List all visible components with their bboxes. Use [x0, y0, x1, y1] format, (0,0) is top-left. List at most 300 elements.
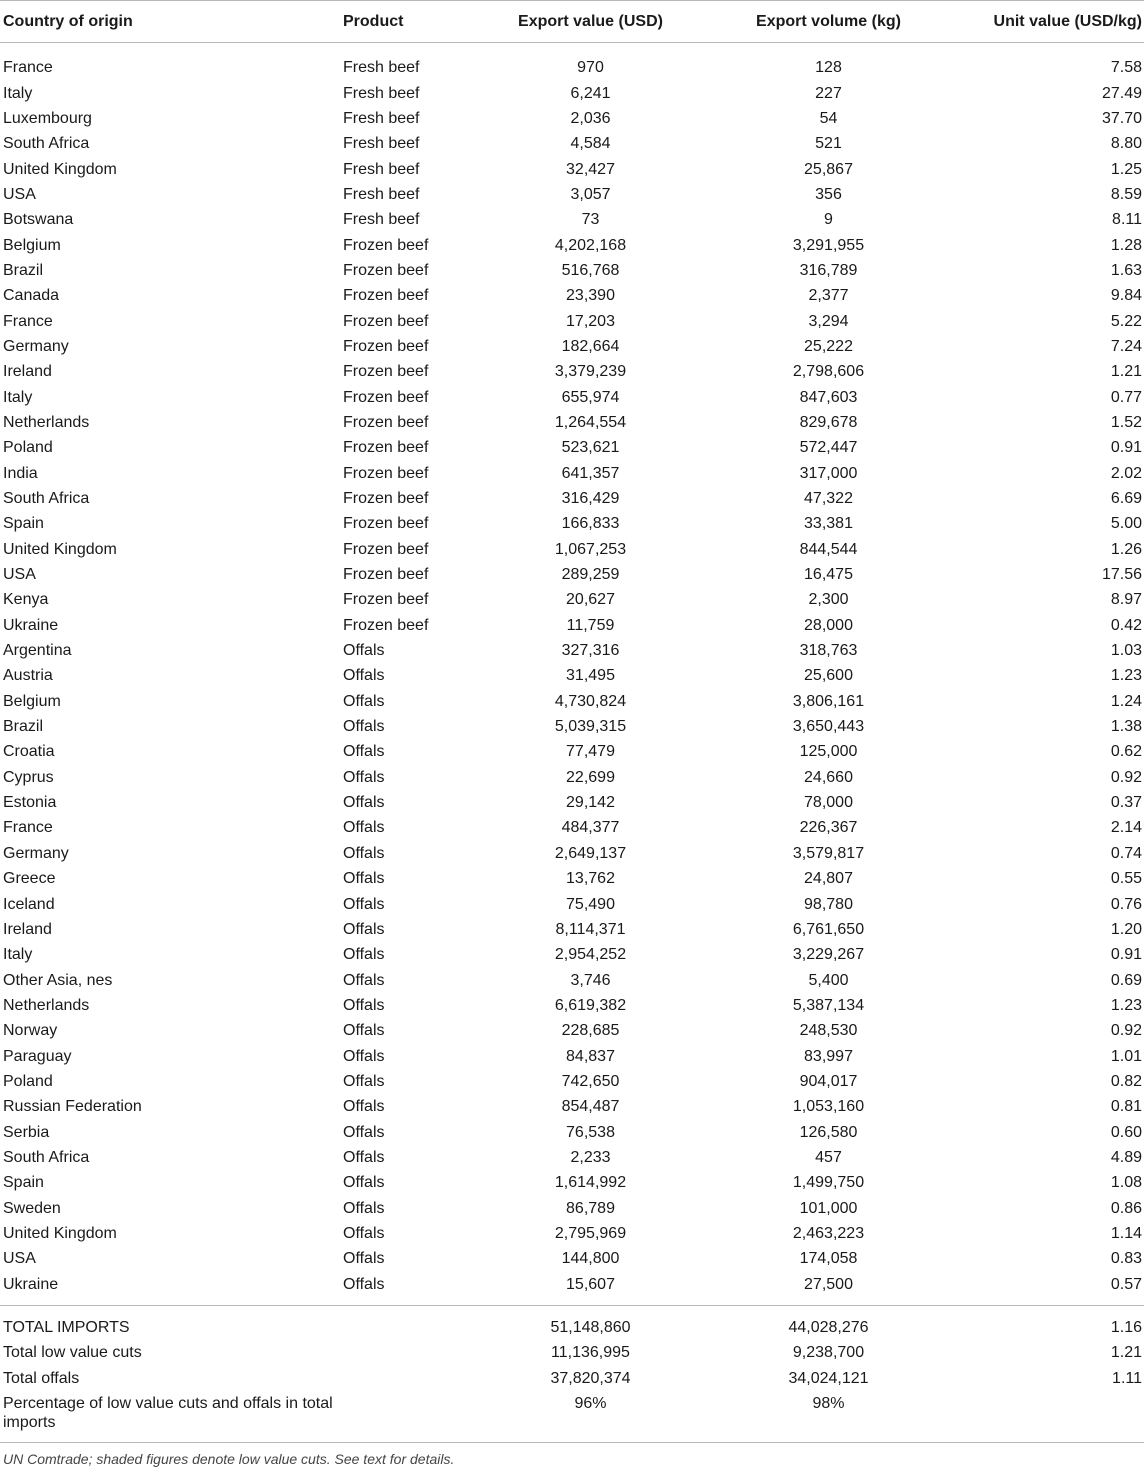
cell-country: USA	[3, 566, 36, 584]
cell-product: Offals	[343, 819, 385, 837]
cell-country: Luxembourg	[3, 109, 92, 127]
table-row	[0, 106, 1144, 131]
table-row	[0, 232, 1144, 257]
cell-unit-value: 0.69	[1110, 971, 1142, 989]
cell-export-value: 641,357	[561, 464, 620, 482]
table-row	[0, 207, 1144, 232]
cell-export-value: 96%	[574, 1394, 607, 1412]
cell-export-value: 4,202,168	[554, 236, 627, 254]
cell-export-volume: 904,017	[799, 1072, 858, 1090]
cell-country: India	[3, 464, 38, 482]
table-row	[0, 638, 1144, 663]
cell-export-volume: 44,028,276	[695, 1305, 962, 1340]
cell-export-volume: 27,500	[804, 1275, 853, 1293]
table-row	[0, 587, 1144, 612]
cell-unit-value: 1.21	[1110, 363, 1142, 381]
cell-unit-value: 0.92	[1110, 1022, 1142, 1040]
cell-country: United Kingdom	[3, 160, 117, 178]
cell-export-volume: 2,300	[808, 591, 849, 609]
cell-country: Netherlands	[3, 413, 90, 431]
cell-export-value: 2,954,252	[554, 946, 627, 964]
cell-country: United Kingdom	[3, 1224, 117, 1242]
cell-country: Percentage of low value cuts and offals in total imports	[3, 1394, 333, 1431]
cell-export-volume: 6,761,650	[792, 920, 865, 938]
cell-export-volume: 34,024,121	[788, 1369, 869, 1387]
cell-country: Brazil	[3, 261, 44, 279]
cell-unit-value: 1.23	[1110, 996, 1142, 1014]
cell-export-volume: 98%	[812, 1394, 845, 1412]
cell-export-volume: 9,238,700	[792, 1344, 865, 1362]
cell-export-value: 316,429	[561, 490, 620, 508]
cell-country: Norway	[3, 1022, 58, 1040]
cell-country: Iceland	[3, 895, 55, 913]
cell-product: Offals	[343, 870, 385, 888]
cell-export-value: 523,621	[561, 439, 620, 457]
cell-product	[343, 1305, 486, 1340]
cell-product: Offals	[343, 1098, 385, 1116]
cell-country: South Africa	[3, 490, 90, 508]
cell-country: TOTAL IMPORTS	[0, 1305, 343, 1340]
cell-product: Offals	[343, 692, 385, 710]
cell-export-value: 8,114,371	[555, 920, 626, 938]
cell-product: Frozen beef	[343, 337, 429, 355]
cell-unit-value: 0.91	[1110, 946, 1142, 964]
cell-unit-value: 4.89	[1110, 1148, 1142, 1166]
cell-country: Croatia	[3, 743, 55, 761]
table-row	[0, 486, 1144, 511]
cell-product: Offals	[343, 1022, 385, 1040]
table-row	[0, 435, 1144, 460]
cell-unit-value: 6.69	[1110, 490, 1142, 508]
cell-export-volume: 2,798,606	[792, 363, 865, 381]
cell-unit-value: 8.11	[1112, 211, 1142, 229]
cell-product: Offals	[343, 718, 385, 736]
cell-unit-value: 0.37	[1110, 794, 1142, 812]
cell-unit-value: 0.81	[1110, 1098, 1142, 1116]
cell-export-volume: 126,580	[799, 1123, 858, 1141]
cell-product: Offals	[343, 1174, 385, 1192]
cell-export-value: 2,649,137	[554, 844, 627, 862]
cell-unit-value: 7.24	[1110, 337, 1142, 355]
cell-export-value: 4,730,824	[554, 692, 627, 710]
cell-export-value: 144,800	[561, 1250, 620, 1268]
cell-country: Poland	[3, 1072, 53, 1090]
cell-export-value: 655,974	[561, 388, 620, 406]
cell-export-value: 3,746	[570, 971, 611, 989]
cell-unit-value: 0.42	[1110, 616, 1142, 634]
cell-export-volume: 457	[815, 1148, 842, 1166]
cell-unit-value: 0.86	[1110, 1199, 1142, 1217]
cell-country: Italy	[3, 388, 33, 406]
cell-product: Offals	[343, 1224, 385, 1242]
cell-product: Fresh beef	[343, 59, 420, 77]
cell-export-value: 2,233	[570, 1148, 611, 1166]
table-row	[0, 993, 1144, 1018]
header-country: Country of origin	[0, 1, 343, 43]
cell-export-volume: 317,000	[799, 464, 858, 482]
cell-export-volume: 829,678	[799, 413, 858, 431]
table-row	[0, 917, 1144, 942]
cell-product: Frozen beef	[343, 413, 429, 431]
cell-product: Frozen beef	[343, 464, 429, 482]
header-export-volume: Export volume (kg)	[695, 1, 962, 43]
cell-product: Offals	[343, 996, 385, 1014]
cell-export-value: 3,379,239	[554, 363, 627, 381]
cell-export-value: 516,768	[561, 261, 620, 279]
cell-country: Italy	[3, 84, 33, 102]
cell-country: Brazil	[3, 718, 44, 736]
cell-country: Botswana	[3, 211, 74, 229]
cell-product: Frozen beef	[343, 515, 429, 533]
cell-country: USA	[3, 185, 36, 203]
cell-unit-value: 8.80	[1110, 135, 1142, 153]
cell-product: Fresh beef	[343, 185, 420, 203]
cell-product: Offals	[343, 971, 385, 989]
cell-export-volume: 3,291,955	[792, 236, 865, 254]
cell-unit-value: 5.22	[1110, 312, 1142, 330]
cell-product: Offals	[343, 1047, 385, 1065]
cell-product: Frozen beef	[343, 540, 429, 558]
cell-country: Other Asia, nes	[3, 971, 113, 989]
cell-country: Belgium	[3, 692, 61, 710]
table-row	[0, 334, 1144, 359]
cell-unit-value: 0.62	[1110, 743, 1142, 761]
cell-product: Fresh beef	[343, 84, 420, 102]
table-row	[0, 1119, 1144, 1144]
cell-country: France	[3, 59, 53, 77]
cell-export-volume: 572,447	[799, 439, 858, 457]
footnote-row	[0, 1442, 1144, 1477]
cell-unit-value: 2.14	[1110, 819, 1142, 837]
cell-export-value: 86,789	[566, 1199, 615, 1217]
cell-export-value: 6,241	[570, 84, 611, 102]
cell-unit-value: 9.84	[1110, 287, 1142, 305]
cell-export-volume: 101,000	[799, 1199, 858, 1217]
cell-export-volume: 521	[815, 135, 842, 153]
cell-unit-value: 1.14	[1110, 1224, 1142, 1242]
total-row	[0, 1340, 1144, 1365]
header-product: Product	[343, 1, 486, 43]
cell-export-volume: 2,377	[808, 287, 849, 305]
cell-export-volume: 847,603	[799, 388, 858, 406]
cell-country: South Africa	[3, 135, 90, 153]
table-row	[0, 359, 1144, 384]
cell-unit-value: 0.82	[1110, 1072, 1142, 1090]
cell-product: Offals	[343, 667, 385, 685]
cell-country: Russian Federation	[3, 1098, 142, 1116]
cell-country: Ireland	[3, 920, 52, 938]
cell-export-value: 327,316	[561, 642, 620, 660]
cell-export-volume: 1,499,750	[792, 1174, 865, 1192]
cell-export-value: 23,390	[566, 287, 615, 305]
cell-country: Ukraine	[3, 616, 59, 634]
cell-export-value: 29,142	[566, 794, 615, 812]
table-row	[0, 410, 1144, 435]
table-row	[0, 815, 1144, 840]
cell-unit-value: 0.74	[1110, 844, 1142, 862]
cell-unit-value: 1.23	[1110, 667, 1142, 685]
table-row	[0, 790, 1144, 815]
table-row	[0, 765, 1144, 790]
cell-export-volume: 5,400	[808, 971, 849, 989]
cell-product: Frozen beef	[343, 566, 429, 584]
cell-export-value: 11,759	[566, 616, 615, 634]
table-row	[0, 1272, 1144, 1306]
cell-product: Fresh beef	[343, 135, 420, 153]
cell-product: Offals	[343, 768, 385, 786]
table-row	[0, 891, 1144, 916]
cell-export-value: 854,487	[561, 1098, 620, 1116]
total-row	[0, 1391, 1144, 1443]
cell-country: Greece	[3, 870, 56, 888]
cell-export-volume: 226,367	[799, 819, 858, 837]
table-row	[0, 182, 1144, 207]
table-row	[0, 43, 1144, 81]
cell-export-value: 5,039,315	[554, 718, 627, 736]
total-row	[0, 1305, 1144, 1340]
cell-export-volume: 33,381	[804, 515, 853, 533]
cell-export-value: 13,762	[566, 870, 615, 888]
table-row	[0, 537, 1144, 562]
cell-country: Austria	[3, 667, 53, 685]
cell-country: Ireland	[3, 363, 52, 381]
table-row	[0, 131, 1144, 156]
cell-export-volume: 248,530	[799, 1022, 858, 1040]
cell-unit-value: 1.11	[1112, 1369, 1142, 1387]
cell-country: Paraguay	[3, 1047, 72, 1065]
cell-export-value: 22,699	[566, 768, 615, 786]
cell-country: Italy	[3, 946, 33, 964]
cell-export-volume: 128	[815, 59, 842, 77]
cell-export-volume: 2,463,223	[792, 1224, 865, 1242]
cell-unit-value: 0.91	[1110, 439, 1142, 457]
cell-product: Offals	[343, 1072, 385, 1090]
cell-product: Offals	[343, 844, 385, 862]
cell-product: Frozen beef	[343, 388, 429, 406]
cell-unit-value: 1.20	[1110, 920, 1142, 938]
cell-product: Frozen beef	[343, 591, 429, 609]
table-row	[0, 1195, 1144, 1220]
cell-unit-value: 1.01	[1110, 1047, 1142, 1065]
table-row	[0, 613, 1144, 638]
cell-export-value: 2,036	[570, 109, 611, 127]
cell-unit-value: 0.83	[1110, 1250, 1142, 1268]
cell-country: Ukraine	[3, 1275, 59, 1293]
cell-export-value: 77,479	[566, 743, 615, 761]
table-row	[0, 841, 1144, 866]
table-row	[0, 384, 1144, 409]
cell-unit-value: 1.26	[1110, 540, 1142, 558]
cell-export-volume: 83,997	[804, 1047, 853, 1065]
table-body	[0, 43, 1144, 1443]
cell-product: Fresh beef	[343, 211, 420, 229]
cell-export-volume: 125,000	[799, 743, 858, 761]
cell-export-value: 31,495	[566, 667, 615, 685]
table-row	[0, 156, 1144, 181]
cell-export-volume: 318,763	[799, 642, 858, 660]
cell-export-volume: 316,789	[799, 261, 858, 279]
cell-product: Offals	[343, 895, 385, 913]
cell-export-volume: 25,600	[804, 667, 853, 685]
table-row	[0, 739, 1144, 764]
table-row	[0, 689, 1144, 714]
cell-country: Netherlands	[3, 996, 90, 1014]
total-row	[0, 1366, 1144, 1391]
cell-export-volume: 356	[815, 185, 842, 203]
cell-unit-value: 5.00	[1110, 515, 1142, 533]
cell-export-volume: 47,322	[804, 490, 853, 508]
cell-product: Frozen beef	[343, 261, 429, 279]
cell-unit-value: 1.52	[1110, 413, 1142, 431]
cell-unit-value: 1.08	[1110, 1174, 1142, 1192]
cell-export-value: 11,136,995	[551, 1344, 630, 1362]
cell-country: Spain	[3, 1174, 44, 1192]
cell-export-volume: 5,387,134	[792, 996, 865, 1014]
cell-country: Cyprus	[3, 768, 54, 786]
cell-export-volume: 3,806,161	[792, 692, 865, 710]
cell-country: USA	[3, 1250, 36, 1268]
cell-product: Fresh beef	[343, 109, 420, 127]
cell-unit-value: 1.03	[1110, 642, 1142, 660]
cell-export-value: 84,837	[566, 1047, 615, 1065]
cell-unit-value: 1.16	[962, 1305, 1144, 1340]
cell-unit-value: 1.38	[1110, 718, 1142, 736]
cell-product: Frozen beef	[343, 287, 429, 305]
cell-unit-value: 1.25	[1110, 160, 1142, 178]
cell-country: Sweden	[3, 1199, 61, 1217]
header-row	[0, 1, 1144, 43]
cell-export-volume: 227	[815, 84, 842, 102]
cell-country: Belgium	[3, 236, 61, 254]
cell-country: Germany	[3, 337, 69, 355]
cell-country: Kenya	[3, 591, 49, 609]
cell-product: Frozen beef	[343, 616, 429, 634]
cell-export-value: 51,148,860	[486, 1305, 695, 1340]
table-row	[0, 562, 1144, 587]
table-row	[0, 258, 1144, 283]
cell-export-value: 20,627	[566, 591, 615, 609]
cell-export-value: 6,619,382	[554, 996, 627, 1014]
cell-export-volume: 98,780	[804, 895, 853, 913]
table-row	[0, 283, 1144, 308]
cell-unit-value: 37.70	[1101, 109, 1142, 127]
table-row	[0, 1069, 1144, 1094]
cell-export-volume: 24,660	[804, 768, 853, 786]
table-row	[0, 1170, 1144, 1195]
cell-product: Offals	[343, 743, 385, 761]
cell-unit-value: 0.55	[1110, 870, 1142, 888]
cell-export-volume: 3,650,443	[792, 718, 865, 736]
cell-product: Frozen beef	[343, 236, 429, 254]
table-row	[0, 461, 1144, 486]
cell-export-volume: 54	[819, 109, 838, 127]
cell-product: Offals	[343, 642, 385, 660]
cell-unit-value: 0.92	[1110, 768, 1142, 786]
cell-product: Offals	[343, 794, 385, 812]
cell-unit-value: 1.24	[1110, 692, 1142, 710]
cell-product: Frozen beef	[343, 439, 429, 457]
table-row	[0, 1145, 1144, 1170]
cell-export-volume: 25,867	[804, 160, 853, 178]
table-row	[0, 967, 1144, 992]
cell-unit-value: 0.76	[1110, 895, 1142, 913]
cell-export-value: 15,607	[566, 1275, 615, 1293]
cell-country: France	[3, 819, 53, 837]
cell-country: Canada	[3, 287, 60, 305]
cell-product: Frozen beef	[343, 312, 429, 330]
header-export-value: Export value (USD)	[486, 1, 695, 43]
cell-unit-value: 1.28	[1110, 236, 1142, 254]
cell-export-value: 17,203	[566, 312, 615, 330]
cell-export-value: 73	[581, 211, 600, 229]
cell-country: Argentina	[3, 642, 72, 660]
cell-unit-value: 27.49	[1101, 84, 1142, 102]
cell-export-value: 37,820,374	[550, 1369, 631, 1387]
cell-export-volume: 3,294	[808, 312, 849, 330]
table-row	[0, 80, 1144, 105]
cell-export-value: 1,264,554	[554, 413, 627, 431]
cell-product: Frozen beef	[343, 363, 429, 381]
cell-unit-value: 8.59	[1110, 185, 1142, 203]
table-row	[0, 308, 1144, 333]
cell-product	[343, 1391, 486, 1443]
cell-unit-value: 1.63	[1110, 261, 1142, 279]
footnote: UN Comtrade; shaded figures denote low value cuts. See text for details.	[0, 1442, 1144, 1477]
cell-export-value: 166,833	[561, 515, 620, 533]
cell-product: Offals	[343, 1123, 385, 1141]
cell-country: Total low value cuts	[3, 1344, 142, 1362]
cell-unit-value: 17.56	[1101, 566, 1142, 584]
cell-export-value: 4,584	[570, 135, 611, 153]
cell-product: Offals	[343, 946, 385, 964]
cell-export-volume: 844,544	[799, 540, 858, 558]
cell-export-volume: 28,000	[804, 616, 853, 634]
cell-product: Frozen beef	[343, 490, 429, 508]
cell-unit-value: 0.60	[1110, 1123, 1142, 1141]
table-row	[0, 1094, 1144, 1119]
cell-country: Total offals	[3, 1369, 80, 1387]
cell-product: Offals	[343, 1148, 385, 1166]
table-row	[0, 1246, 1144, 1271]
table-row	[0, 866, 1144, 891]
cell-unit-value: 7.58	[1110, 59, 1142, 77]
cell-export-volume: 3,579,817	[792, 844, 865, 862]
cell-country: Spain	[3, 515, 44, 533]
cell-product: Fresh beef	[343, 160, 420, 178]
cell-unit-value: 1.21	[1110, 1344, 1142, 1362]
cell-export-value: 2,795,969	[554, 1224, 627, 1242]
table-row	[0, 1043, 1144, 1068]
table-row	[0, 1018, 1144, 1043]
cell-export-value: 970	[577, 59, 604, 77]
cell-export-value: 75,490	[566, 895, 615, 913]
cell-export-value: 289,259	[561, 566, 620, 584]
cell-export-volume: 3,229,267	[792, 946, 865, 964]
cell-export-volume: 1,053,160	[792, 1098, 865, 1116]
table-row	[0, 1221, 1144, 1246]
cell-export-volume: 9	[824, 211, 833, 229]
cell-country: Poland	[3, 439, 53, 457]
cell-product	[343, 1340, 486, 1365]
cell-export-value: 32,427	[566, 160, 615, 178]
cell-country: Estonia	[3, 794, 57, 812]
cell-country: France	[3, 312, 53, 330]
cell-unit-value: 2.02	[1110, 464, 1142, 482]
cell-product: Offals	[343, 1275, 385, 1293]
cell-export-volume: 174,058	[799, 1250, 858, 1268]
cell-export-value: 1,067,253	[554, 540, 627, 558]
cell-export-value: 76,538	[566, 1123, 615, 1141]
